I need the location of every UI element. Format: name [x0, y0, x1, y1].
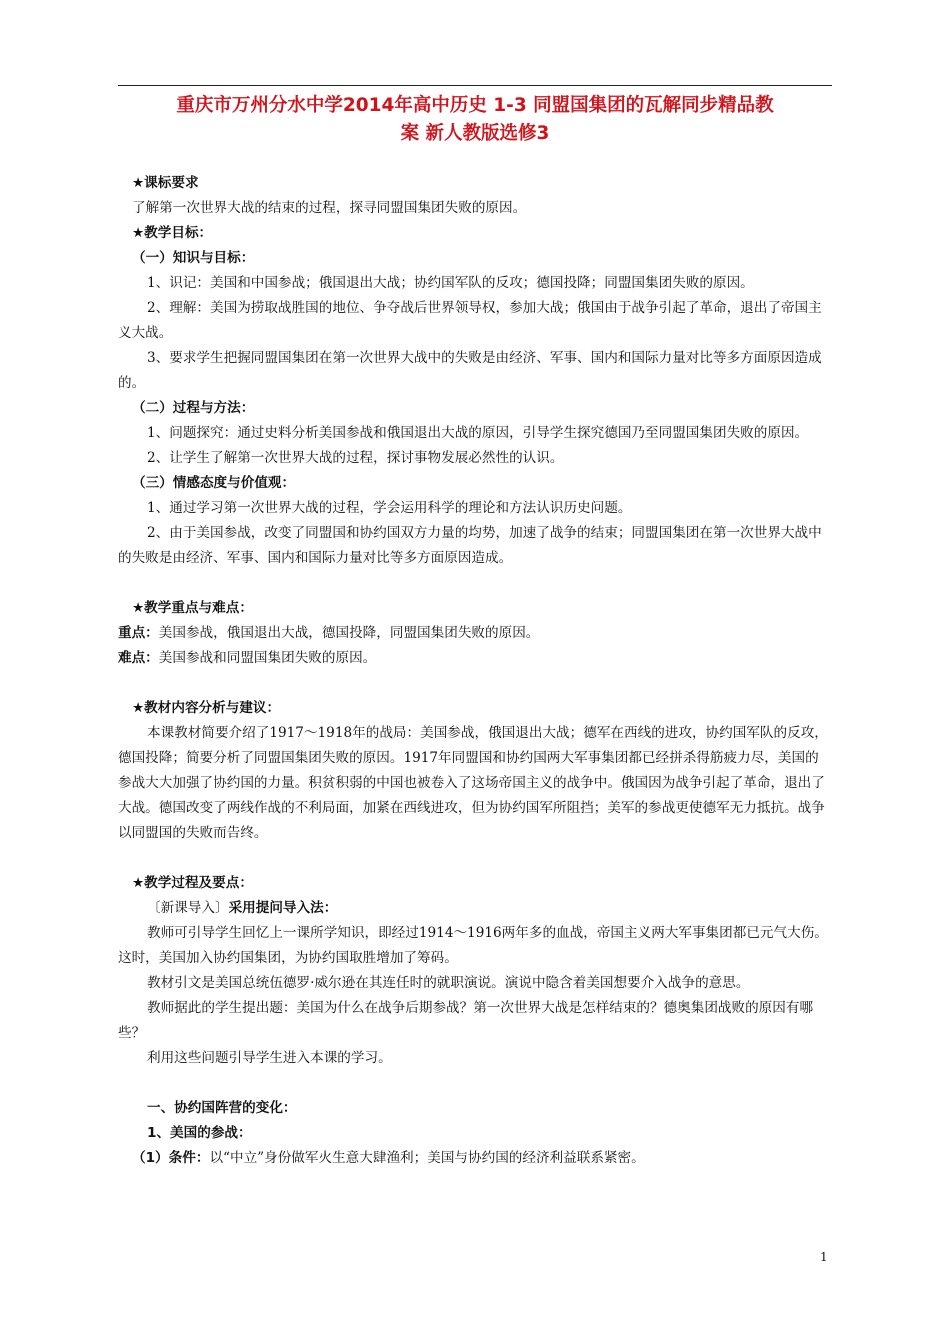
paragraph-goal2-item1: 1、问题探究：通过史料分析美国参战和俄国退出大战的原因，引导学生探究德国乃至同盟国集团失败的原因。	[147, 425, 809, 441]
difficulty-label: 难点：	[118, 650, 159, 666]
header-rule	[118, 85, 832, 86]
subheading-process-method: （二）过程与方法：	[132, 400, 255, 416]
document-title	[118, 92, 832, 148]
paragraph-analysis: 本课教材简要介绍了1917～1918年的战局：美国参战，俄国退出大战；德军在西线的进攻，协约国军队的反攻，德国投降；简要分析了同盟国集团失败的原因。1917年同盟国和协约国两大军事集团都已经拼杀得筋疲力尽，美国的参战大大加强了协约国的力量。积贫积弱的中国也被卷入了这场帝国主义的战争中。俄国因为战争引起了革命，退出了大战。德国改变了两线作战的不利局面，加紧在西线进攻，但为协约国军所阻挡；美军的参战更使德军无力抵抗。战争以同盟国的失败而告终。	[118, 725, 828, 841]
paragraph-goal1-item2: 2、理解：美国为捞取战胜国的地位、争夺战后世界领导权，参加大战；俄国由于战争引起了革命，退出了帝国主义大战。	[118, 300, 822, 341]
paragraph-intro-2: 教材引文是美国总统伍德罗·威尔逊在其连任时的就职演说。演说中隐含着美国想要介入战争的意思。	[147, 975, 750, 991]
paragraph-goal1-item1: 1、识记：美国和中国参战；俄国退出大战；协约国军队的反攻；德国投降；同盟国集团失败的原因。	[147, 275, 754, 291]
page-number: 1	[820, 1250, 828, 1264]
key-point-label: 重点：	[118, 625, 159, 641]
paragraph-goal3-item1: 1、通过学习第一次世界大战的过程，学会运用科学的理论和方法认识历史问题。	[147, 500, 632, 516]
condition-text: 以“中立”身份做军火生意大肆渔利；美国与协约国的经济利益联系紧密。	[209, 1150, 645, 1166]
paragraph-goal2-item2: 2、让学生了解第一次世界大战的过程，探讨事物发展必然性的认识。	[147, 450, 564, 466]
intro-method: 采用提问导入法：	[228, 900, 338, 916]
paragraph-intro-3: 教师据此的学生提出题：美国为什么在战争后期参战？第一次世界大战是怎样结束的？德奥集团战败的原因有哪些？	[118, 1000, 814, 1041]
section-heading-analysis: ★教材内容分析与建议：	[132, 700, 281, 716]
title-line-2: 案 新人教版选修3	[400, 123, 550, 144]
condition-label: （1）条件：	[132, 1150, 210, 1166]
paragraph-goal3-item2: 2、由于美国参战，改变了同盟国和协约国双方力量的均势，加速了战争的结束；同盟国集团在第一次世界大战中的失败是由经济、军事、国内和国际力量对比等多方面原因造成。	[118, 525, 822, 566]
difficulty-text: 美国参战和同盟国集团失败的原因。	[158, 650, 377, 666]
paragraph-intro-1: 教师可引导学生回忆上一课所学知识，即经过1914～1916两年多的血战，帝国主义两大军事集团都已元气大伤。这时，美国加入协约国集团，为协约国取胜增加了筹码。	[118, 925, 828, 966]
paragraph-intro-4: 利用这些问题引导学生进入本课的学习。	[147, 1050, 392, 1066]
document-body	[118, 171, 832, 1171]
paragraph-condition	[118, 1146, 832, 1171]
subheading-us-entry: 1、美国的参战：	[147, 1125, 252, 1141]
paragraph-goal1-item3: 3、要求学生把握同盟国集团在第一次世界大战中的失败是由经济、军事、国内和国际力量对比等多方面原因造成的。	[118, 350, 822, 391]
section-heading-key-points: ★教学重点与难点：	[132, 600, 253, 616]
paragraph-intro-method	[118, 896, 832, 921]
paragraph-key-point	[118, 621, 832, 646]
section-heading-goals: ★教学目标：	[132, 225, 213, 241]
subheading-knowledge: （一）知识与目标：	[132, 250, 255, 266]
title-line-1: 重庆市万州分水中学2014年高中历史 1-3 同盟国集团的瓦解同步精品教	[176, 95, 774, 116]
paragraph-kebiao: 了解第一次世界大战的结束的过程，探寻同盟国集团失败的原因。	[132, 200, 527, 216]
paragraph-difficulty	[118, 646, 832, 671]
subheading-attitude: （三）情感态度与价值观：	[132, 475, 296, 491]
key-point-text: 美国参战，俄国退出大战，德国投降，同盟国集团失败的原因。	[158, 625, 540, 641]
section-heading-teaching-process: ★教学过程及要点：	[132, 875, 253, 891]
intro-label: 〔新课导入〕	[147, 900, 229, 916]
section-heading-entente-changes: 一、协约国阵营的变化：	[147, 1100, 297, 1116]
section-heading-kebiao: ★课标要求	[132, 175, 199, 191]
